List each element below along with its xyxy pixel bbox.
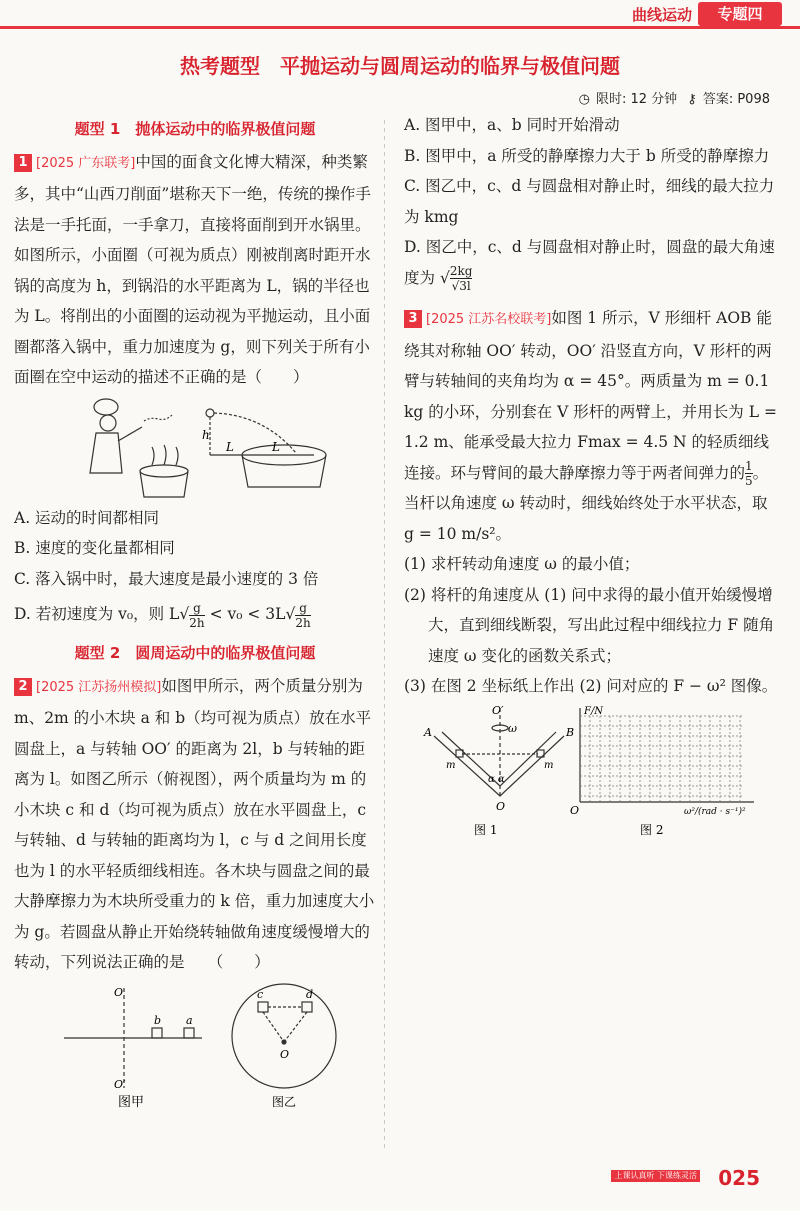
fig1-Op: O′ (492, 703, 504, 717)
fig1-A: A (424, 725, 432, 739)
fig1-caption: 图 1 (474, 822, 498, 837)
fig-jia-b: b (154, 1013, 162, 1027)
q3-figures (404, 702, 780, 842)
frac-num: g (189, 601, 204, 616)
fig1-alpha: α α (488, 773, 505, 785)
fig-yi-caption: 图乙 (272, 1094, 297, 1108)
fig-yi-d: d (306, 987, 314, 1001)
fig2-xlabel: ω²/(rad · s⁻¹)² (684, 806, 746, 817)
chef-illustration (90, 399, 188, 497)
q1-stem-block (14, 147, 376, 393)
fig-yi-O: O (280, 1047, 290, 1061)
q3-frac (745, 459, 753, 488)
q3-number: 3 (404, 310, 422, 328)
fig2-ylabel: F/N (584, 705, 604, 717)
q1-frac-1 (189, 601, 204, 630)
q2-option-d-prefix: D. 图乙中，c、d 与圆盘相对静止时，圆盘的最大角速度为 (404, 238, 775, 287)
fig-jia-caption: 图甲 (118, 1094, 145, 1108)
frac-den: 2h (189, 615, 205, 630)
fig1-m2: m (544, 759, 554, 771)
frac-den: 5 (745, 474, 753, 488)
fig-L1-label: L (226, 439, 234, 454)
fig-yi-c: c (257, 987, 264, 1001)
q2-optd-frac (450, 264, 473, 293)
frac-den: √3l (451, 279, 471, 293)
fig1-O: O (496, 799, 506, 813)
q2-source: [2025 江苏扬州模拟] (36, 679, 162, 695)
frac-num: g (295, 601, 310, 616)
page-number: 025 (718, 1166, 760, 1190)
q1-figure (14, 393, 376, 503)
fig-jia-a: a (186, 1013, 193, 1027)
topic-tag: 专题四 (698, 2, 782, 26)
q2-option-d: D. 图乙中，c、d 与圆盘相对静止时，圆盘的最大角速度为 √ $\frac{2kg}{√3l}$ (404, 238, 775, 293)
header-rule (0, 26, 800, 29)
q3-stem2: 。当杆以角速度 ω 转动时，细线始终处于水平状态，取 g = 10 m/s²。 (404, 463, 769, 543)
q3-stem: 如图 1 所示，V 形细杆 AOB 能绕其对称轴 OO′ 转动，OO′ 沿竖直方向，V 形杆的两臂与转轴间的夹角均为 α = 45°。两质量为 m = 0.1 kg 的小环，分别套在 V 形杆的两臂上，并用长为 L = 1.2 m、能承受最大拉力 Fmax = 4.5 N 的轻质细线连接。环与臂间的最大静摩擦力等于两者间弹力的 (404, 309, 777, 482)
frac-num: 2kg (449, 264, 473, 278)
type1-heading: 题型 1 抛体运动中的临界极值问题 (74, 120, 316, 138)
key-icon: ⚷ (687, 92, 697, 107)
meta-line (573, 88, 770, 107)
column-divider (384, 120, 385, 1150)
frac-num: 1 (745, 459, 753, 473)
fig-jia (64, 985, 202, 1088)
fig1-B: B (566, 725, 575, 739)
q3-part-2: (2) 将杆的角速度从 (1) 问中求得的最小值开始缓慢增大，直到细线断裂，写出此过程中细线拉力 F 随角速度 ω 变化的函数关系式； (404, 585, 775, 665)
fig2-origin: O (570, 803, 580, 817)
q2-number: 2 (14, 678, 32, 696)
q3-part-1: (1) 求杆转动角速度 ω 的最小值； (404, 555, 640, 573)
q1-source: [2025 广东联考] (36, 155, 136, 171)
right-column (404, 110, 780, 842)
q3-stem-block (404, 303, 780, 549)
q1-option-d-prefix: D. 若初速度为 v₀，则 L (14, 605, 180, 623)
q1-frac-2 (295, 601, 310, 630)
fig-L2-label: L (272, 439, 280, 454)
q1-number: 1 (14, 154, 32, 172)
fig1-m1: m (446, 759, 456, 771)
fig2-caption: 图 2 (640, 822, 664, 837)
q1-option-d-mid: < v₀ < 3L (209, 605, 286, 623)
q1-option-d: D. 若初速度为 v₀，则 L√ $\frac{g}{2h}$ < v₀ < 3L√ $\frac{g}{2h}$ (14, 600, 311, 630)
trajectory-diagram (206, 409, 326, 487)
fig1-omega: ω (508, 721, 517, 735)
q3-part-3: (3) 在图 2 坐标纸上作出 (2) 问对应的 F − ω² 图像。 (404, 677, 778, 695)
answer-page: 答案: P098 (702, 92, 770, 107)
q1-option-a: A. 运动的时间都相同 (14, 508, 160, 527)
q2-stem-block (14, 671, 376, 978)
q2-option-c: C. 图乙中，c、d 与圆盘相对静止时，细线的最大拉力为 kmg (404, 177, 775, 226)
type2-heading: 题型 2 圆周运动中的临界极值问题 (74, 644, 316, 662)
q1-option-c: C. 落入锅中时，最大速度是最小速度的 3 倍 (14, 569, 319, 588)
fig2-grid (580, 705, 754, 802)
footer-slogan: 上课认真听 下课练灵活 (611, 1170, 700, 1182)
q1-stem: 中国的面食文化博大精深，种类繁多，其中“山西刀削面”堪称天下一绝，传统的操作手法是一手托面，一手拿刀，直接将面削到开水锅里。如图所示，小面圈（可视为质点）刚被削离时距开水锅的高度为 h，到锅沿的水平距离为 L，锅的半径也为 L。将削出的小面圈的运动视为平抛运动，且小面圈都落入锅中，重力加速度为 g，则下列关于所有小面圈在空中运动的描述不正确的是（ ） (14, 152, 371, 386)
fig-jia-Op: O′ (114, 1077, 126, 1091)
q2-option-a: A. 图甲中，a、b 同时开始滑动 (404, 116, 620, 134)
q1-option-b: B. 速度的变化量都相同 (14, 539, 175, 557)
q2-option-b: B. 图甲中，a 所受的静摩擦力大于 b 所受的静摩擦力 (404, 146, 770, 165)
time-limit: 限时: 12 分钟 (595, 92, 678, 107)
fig-jia-O: O (114, 985, 124, 999)
frac-den: 2h (295, 615, 311, 630)
q2-figures (14, 978, 376, 1108)
q3-source: [2025 江苏名校联考] (426, 312, 552, 327)
left-column (14, 110, 376, 1108)
q2-stem: 如图甲所示，两个质量分别为 m、2m 的小木块 a 和 b（均可视为质点）放在水平圆盘上，a 与转轴 OO′ 的距离为 2l，b 与转轴的距离为 l。如图乙所示（俯视图），两个质量均为 m 的小木块 c 和 d（均可视为质点）放在水平圆盘上，c 与转轴、d 与转轴的距离均为 l，c 与 d 之间用长度也为 l 的水平轻质细线相连。各木块与圆盘之间的最大静摩擦力为木块所受重力的 k 倍，重力加速度大小为 g。若圆盘从静止开始绕转轴做角速度缓慢增大的转动，下列说法正确的是 （ ） (14, 676, 375, 971)
page-title: 热考题型 平抛运动与圆周运动的临界与极值问题 (180, 54, 620, 78)
chapter-label: 曲线运动 (631, 6, 692, 24)
clock-icon: ◷ (578, 92, 590, 107)
fig-h-label: h (202, 427, 210, 442)
fig-yi (232, 984, 336, 1088)
